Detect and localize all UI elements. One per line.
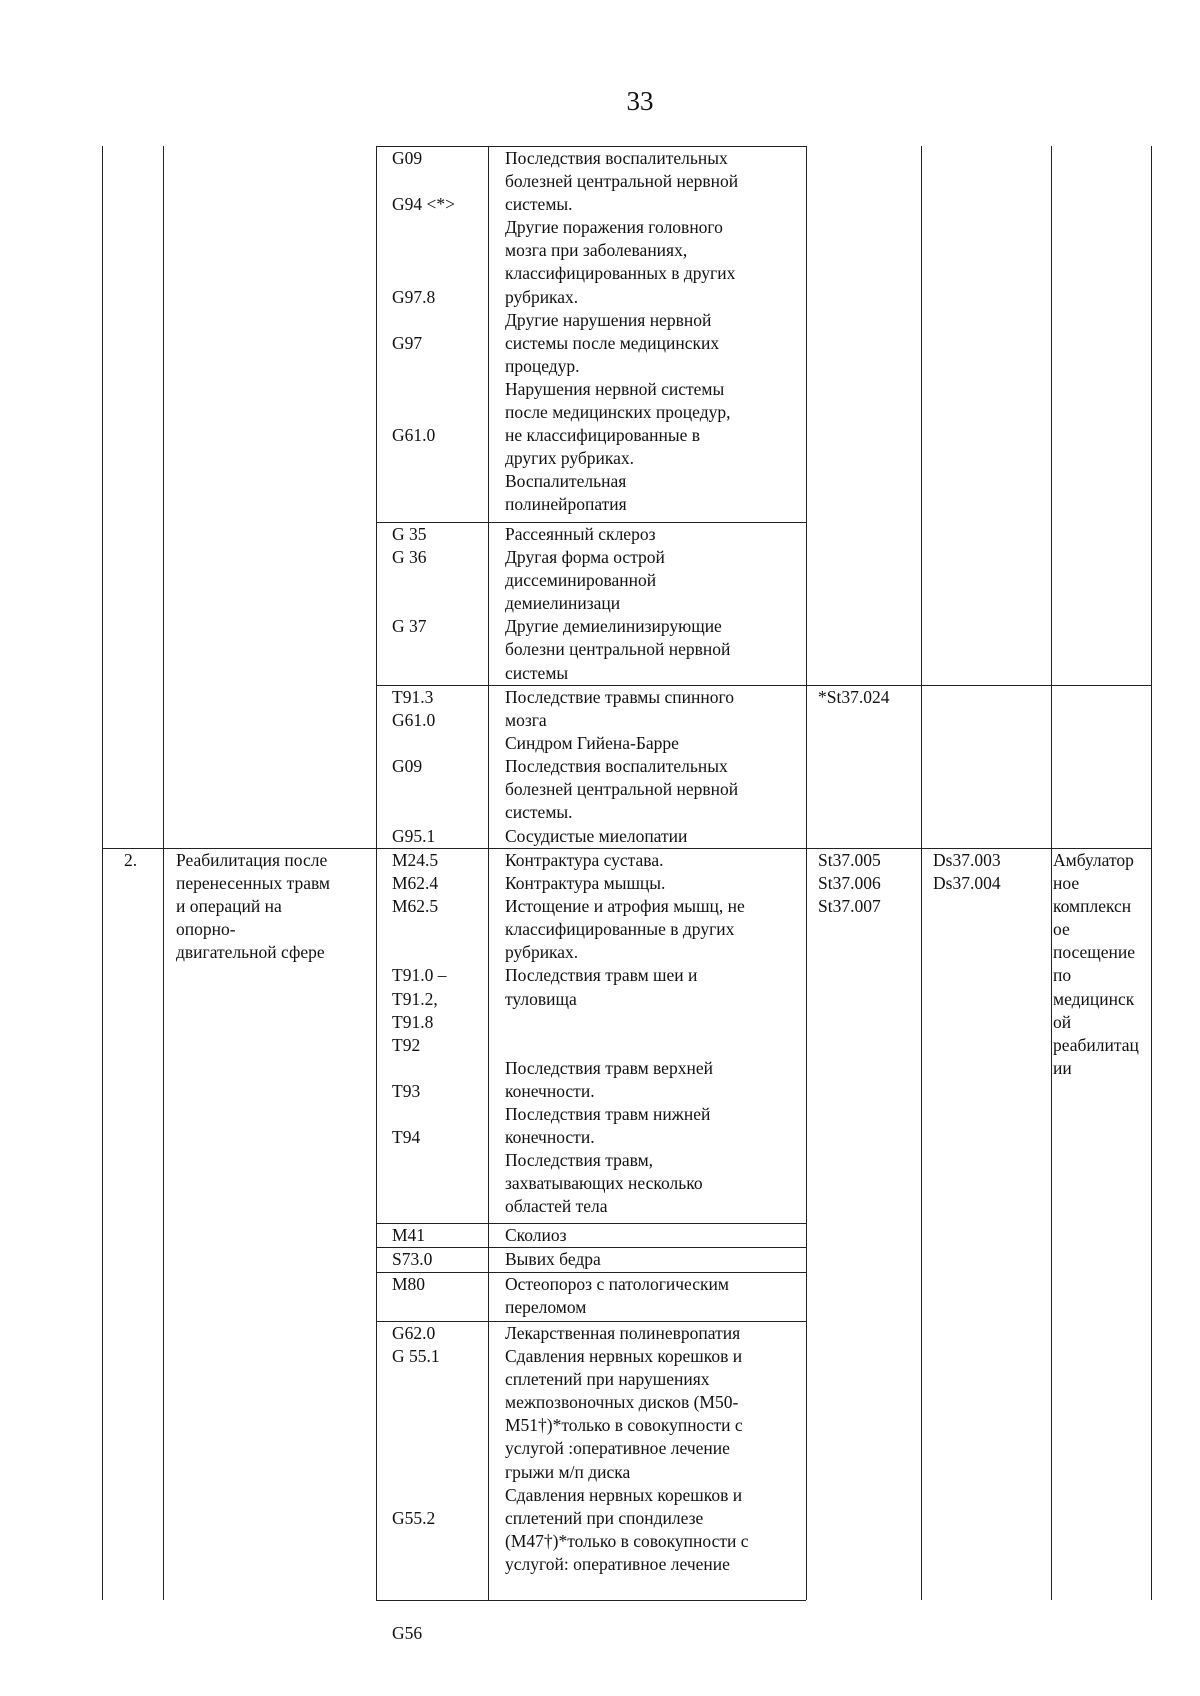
column-divider-3 xyxy=(488,146,489,1600)
table-border-right xyxy=(1151,146,1152,1600)
row-divider xyxy=(376,685,1151,686)
row-divider xyxy=(376,1223,806,1224)
column-divider-1 xyxy=(163,146,164,1600)
care-condition: Амбулатор ное комплексн ое посещение по медицинск ой реабилитац ии xyxy=(1053,850,1139,1078)
code-list: T91.3 G61.0 G09 G95.1 xyxy=(392,687,436,846)
diagnosis-description: Последствие травмы спинного мозга Синдром Гийена-Барре Последствия воспалительных болезней центральной нервной системы. Сосудистые миелопатии xyxy=(505,687,739,846)
profile-name: Реабилитация после перенесенных травм и операций на опорно- двигательной сфере xyxy=(176,850,330,963)
diagnosis-description: Рассеянный склероз Другая форма острой диссеминированной демиелинизаци Другие демиелинизирующие болезни центральной нервной системы xyxy=(505,524,731,683)
code-list: G09 G94 <*> G97.8 G97 G61.0 xyxy=(392,148,456,446)
column-divider-5 xyxy=(921,146,922,1600)
diagnosis-description: Остеопороз с патологическим переломом xyxy=(505,1274,729,1318)
code-list: M41 xyxy=(392,1225,426,1245)
diagnosis-description: Контрактура сустава. Контрактура мышцы. Истощение и атрофия мышц, не классифицированные в других рубриках. Последствия травм шеи и туловища Последствия травм верхней конечности. Последствия травм нижней конечности. Последствия травм, захватывающих несколько областей тела xyxy=(505,850,745,1217)
st-code: *St37.024 xyxy=(818,687,890,707)
diagnosis-description: Последствия воспалительных болезней центральной нервной системы. Другие поражения головного мозга при заболеваниях, классифицированных в других рубриках. Другие нарушения нервной системы после медицинских процедур. Нарушения нервной системы после медицинских процедур, не классифицированные в других рубриках. Воспалительная полинейропатия xyxy=(505,148,739,515)
code-list: M24.5 M62.4 M62.5 T91.0 – T91.2, T91.8 T92 T93 T94 xyxy=(392,850,447,1148)
column-divider-4 xyxy=(806,146,807,1600)
code-list: S73.0 xyxy=(392,1249,433,1269)
diagnosis-description: Вывих бедра xyxy=(505,1249,601,1269)
diagnosis-description: Сколиоз xyxy=(505,1225,567,1245)
row-divider xyxy=(376,1600,806,1601)
code-list: G62.0 G 55.1 G55.2 G56 xyxy=(392,1323,440,1644)
ds-code: Ds37.003 Ds37.004 xyxy=(933,850,1001,894)
column-divider-6 xyxy=(1051,146,1052,1600)
page-number: 33 xyxy=(626,86,654,116)
row-number: 2. xyxy=(124,850,138,870)
table-border-left xyxy=(102,146,103,1600)
st-code: St37.005 St37.006 St37.007 xyxy=(818,850,881,917)
code-list: M80 xyxy=(392,1274,426,1294)
column-divider-2 xyxy=(376,146,377,1600)
code-list: G 35 G 36 G 37 xyxy=(392,524,427,637)
diagnosis-description: Лекарственная полиневропатия Сдавления нервных корешков и сплетений при нарушениях межпозвоночных дисков (M50- M51†)*только в совокупности с услугой :оперативное лечение грыжи м/п диска Сдавления нервных корешков и сплетений при спондилезе (M47†)*только в совокупности с услугой: оперативное лечение xyxy=(505,1323,749,1574)
